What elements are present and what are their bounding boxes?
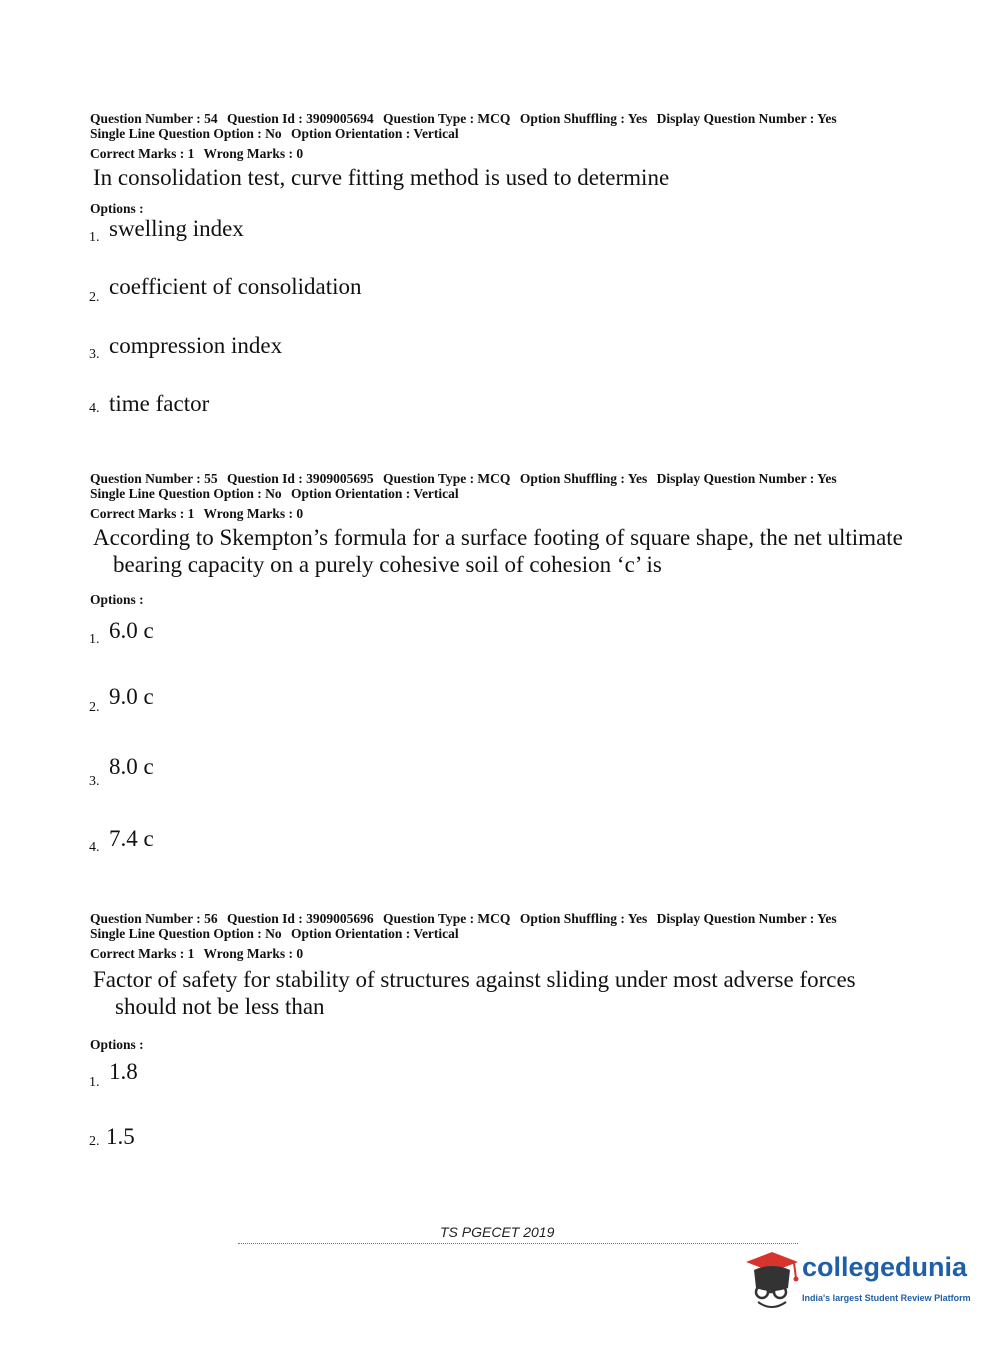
options-label: Options : — [90, 1037, 144, 1052]
option-number: 4. — [89, 401, 100, 416]
correct-marks: Correct Marks : 1 — [90, 946, 195, 961]
option-shuffling: Option Shuffling : Yes — [519, 911, 648, 926]
option-text: coefficient of consolidation — [109, 274, 362, 299]
wrong-marks: Wrong Marks : 0 — [203, 146, 304, 161]
footer-divider — [238, 1243, 798, 1246]
question-text-line: According to Skempton’s formula for a surface footing of square shape, the net ultimate — [93, 525, 903, 550]
option-number: 1. — [89, 632, 100, 647]
single-line-question-option: Single Line Question Option : No — [90, 486, 282, 501]
marks-line — [90, 506, 303, 522]
option-orientation: Option Orientation : Vertical — [291, 926, 459, 941]
question-text-line: should not be less than — [115, 994, 325, 1019]
single-line-question-option: Single Line Question Option : No — [90, 926, 282, 941]
wrong-marks: Wrong Marks : 0 — [203, 946, 304, 961]
display-question-number: Display Question Number : Yes — [656, 471, 837, 486]
option-text: swelling index — [109, 216, 244, 241]
question-id: Question Id : 3909005696 — [227, 911, 374, 926]
option-number: 3. — [89, 774, 100, 789]
question-type: Question Type : MCQ — [383, 911, 511, 926]
question-number: Question Number : 56 — [90, 911, 218, 926]
option-text: 8.0 c — [109, 754, 154, 779]
option-number: 2. — [89, 290, 100, 305]
option-shuffling: Option Shuffling : Yes — [519, 111, 648, 126]
option-text: 1.8 — [109, 1059, 138, 1084]
option-orientation: Option Orientation : Vertical — [291, 126, 459, 141]
question-meta — [90, 471, 837, 501]
mascot-icon — [742, 1248, 802, 1316]
option-number: 2. — [89, 1134, 100, 1149]
question-number: Question Number : 55 — [90, 471, 218, 486]
option-text: time factor — [109, 391, 210, 416]
logo-word-text: collegedunia — [802, 1252, 968, 1282]
display-question-number: Display Question Number : Yes — [656, 111, 837, 126]
correct-marks: Correct Marks : 1 — [90, 506, 195, 521]
option-shuffling: Option Shuffling : Yes — [519, 471, 648, 486]
option-number: 1. — [89, 1075, 100, 1090]
marks-line — [90, 146, 303, 162]
option-text: 7.4 c — [109, 826, 154, 851]
option-number: 4. — [89, 840, 100, 855]
question-text — [93, 164, 669, 191]
option-orientation: Option Orientation : Vertical — [291, 486, 459, 501]
question-type: Question Type : MCQ — [383, 111, 511, 126]
option-number: 1. — [89, 230, 100, 245]
logo-wordmark — [802, 1252, 967, 1283]
question-id: Question Id : 3909005694 — [227, 111, 374, 126]
wrong-marks: Wrong Marks : 0 — [203, 506, 304, 521]
question-type: Question Type : MCQ — [383, 471, 511, 486]
options-label: Options : — [90, 201, 144, 216]
question-meta — [90, 911, 837, 941]
question-text — [93, 524, 903, 578]
question-text-line: In consolidation test, curve fitting method is used to determine — [93, 165, 670, 190]
single-line-question-option: Single Line Question Option : No — [90, 126, 282, 141]
option-number: 2. — [89, 700, 100, 715]
display-question-number: Display Question Number : Yes — [656, 911, 837, 926]
option-number: 3. — [89, 347, 100, 362]
logo-tagline: India's largest Student Review Platform — [802, 1293, 971, 1303]
collegedunia-logo — [742, 1248, 972, 1316]
question-id: Question Id : 3909005695 — [227, 471, 374, 486]
question-text-line: bearing capacity on a purely cohesive soil of cohesion ‘c’ is — [113, 552, 662, 577]
option-text: 9.0 c — [109, 684, 154, 709]
question-meta — [90, 111, 837, 141]
question-text-line: Factor of safety for stability of structures against sliding under most adverse forces — [93, 967, 856, 992]
options-label: Options : — [90, 592, 144, 607]
marks-line — [90, 946, 303, 962]
option-text: 1.5 — [106, 1124, 135, 1149]
exam-footer-label: TS PGECET 2019 — [440, 1224, 555, 1240]
question-number: Question Number : 54 — [90, 111, 218, 126]
question-text — [93, 966, 856, 1020]
option-text: 6.0 c — [109, 618, 154, 643]
correct-marks: Correct Marks : 1 — [90, 146, 195, 161]
option-text: compression index — [109, 333, 283, 358]
